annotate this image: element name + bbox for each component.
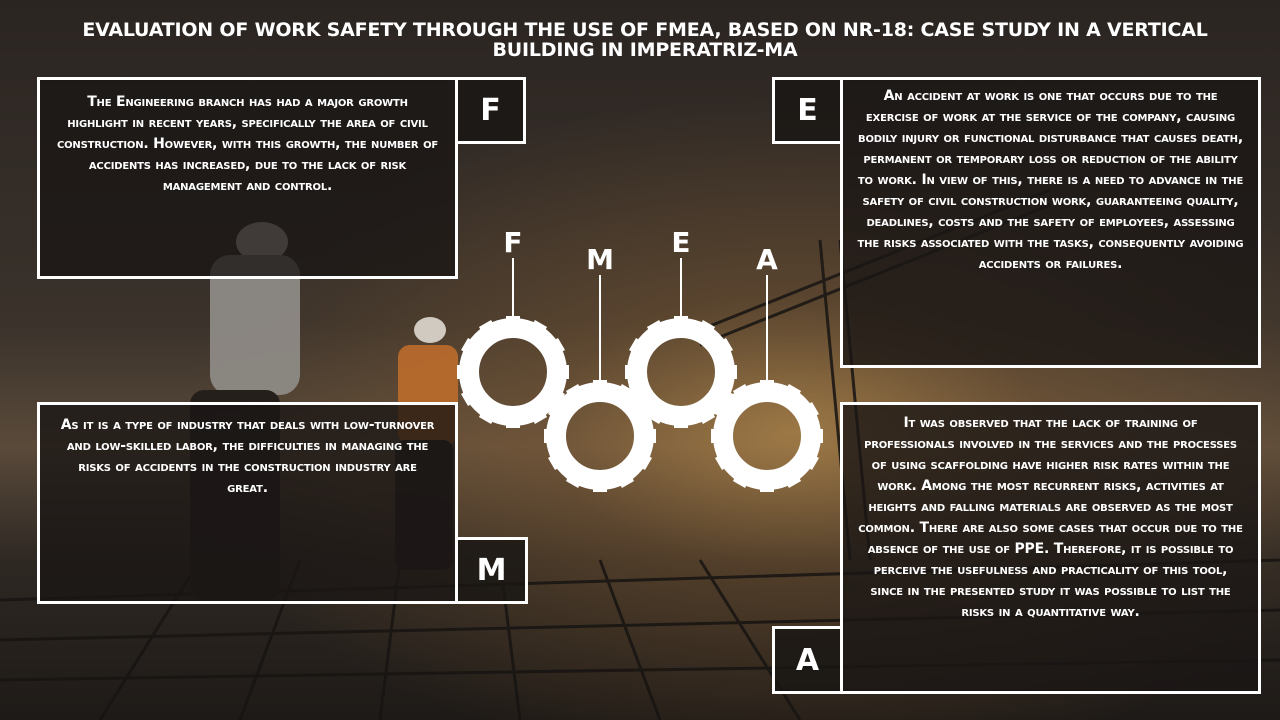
gear-letter-f: F (503, 226, 523, 259)
a-section-text: It was observed that the lack of training of professionals involved in the services and the processes of using scaffolding have higher risk rates within the work. Among the most recurrent risks, activities at heights and falling materials are observed as the most common. There are also some cases that occur due to the absence of the use of PPE. Therefore, it is possible to perceive the usefulness and practicality of this tool, since in the presented study it was possible to list the risks in a quantitative way. (858, 415, 1243, 620)
f-section-tag: F (455, 77, 526, 144)
a-section-tag: A (772, 626, 843, 694)
gear-letter-a: A (756, 243, 778, 276)
gear-letter-e: E (671, 226, 691, 259)
m-section-text: As it is a type of industry that deals with low-turnover and low-skilled labor, the difficulties in managing the risks of accidents in the construction industry are great. (60, 417, 435, 496)
poster-title: EVALUATION OF WORK SAFETY THROUGH THE USE OF FMEA, BASED ON NR-18: CASE STUDY IN A VERTICAL BUILDING IN IMPERATRIZ-MA (82, 19, 1208, 61)
m-section-tag: M (455, 537, 528, 604)
gear-letter-m: M (586, 243, 614, 276)
e-section-text: An accident at work is one that occurs due to the exercise of work at the service of the company, causing bodily injury or functional disturbance that causes death, permanent or temporary loss or reduction of the ability to work. In view of this, there is a need to advance in the safety of civil construction work, guaranteeing quality, deadlines, costs and the safety of employees, assessing the risks associated with the tasks, consequently avoiding accidents or failures. (857, 88, 1244, 272)
e-section-tag: E (772, 77, 843, 144)
f-section-text: The Engineering branch has had a major growth highlight in recent years, specifically the area of civil construction. However, with this growth, the number of accidents has increased, due to the lack of risk management and control. (56, 94, 439, 194)
